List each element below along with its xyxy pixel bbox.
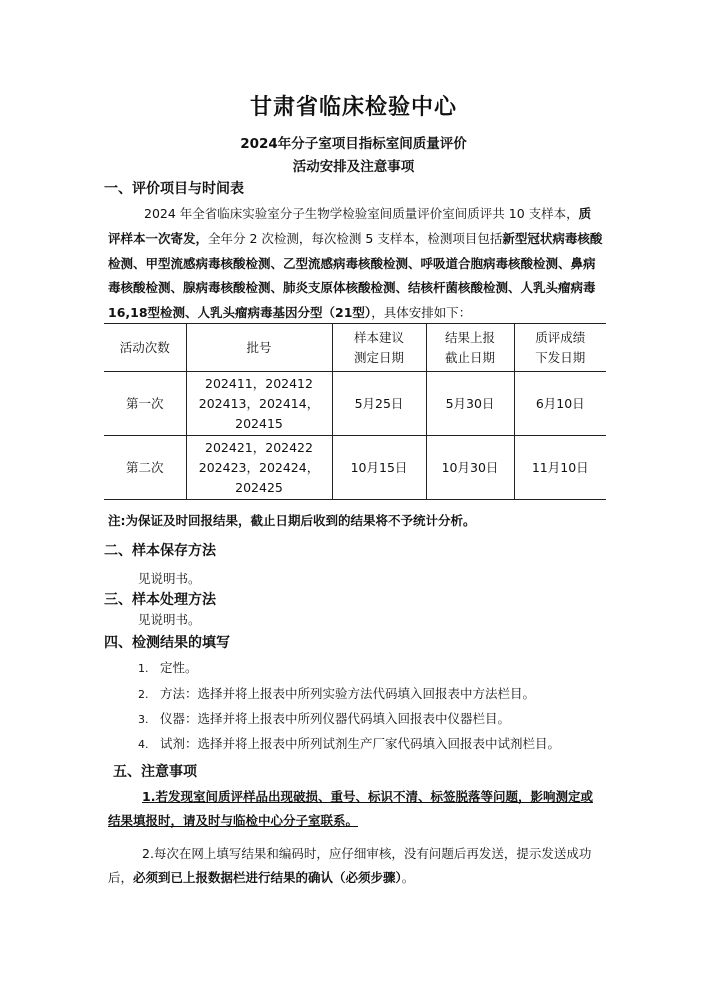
notice-item-1 — [108, 785, 598, 833]
cell-issue-date: 11月10日 — [514, 436, 606, 500]
list-item-text: 仪器：选择并将上报表中所列仪器代码填入回报表中仪器栏目。 — [160, 711, 511, 726]
schedule-table — [104, 323, 606, 500]
batch-line: 202423，202424， — [198, 459, 320, 475]
document-subtitle-2: 活动安排及注意事项 — [292, 159, 415, 175]
header-line: 结果上报 — [444, 329, 495, 345]
para-bold-text: 新型冠状病毒核酸检测、甲型流感病毒核酸检测、乙型流感病毒核酸检测、呼吸道合胞病毒核酸检测、鼻病毒核酸检测、腺病毒核酸检测、肺炎支原体核酸检测、结核杆菌核酸检测、人乳头瘤病毒16,18型检测、人乳头瘤病毒基因分型（21型） — [108, 230, 603, 321]
list-item — [138, 658, 198, 676]
para-text: ，具体安排如下： — [371, 305, 472, 321]
section-1-paragraph — [108, 202, 603, 326]
section-4-heading: 四、检测结果的填写 — [104, 635, 230, 651]
notice-item-2-bold-text: 必须到已上报数据栏进行结果的确认（必须步骤） — [133, 870, 402, 885]
section-3-heading: 三、样本处理方法 — [104, 592, 216, 608]
header-line: 下发日期 — [535, 349, 586, 365]
list-item — [138, 709, 510, 727]
para-bold-text: 质评样本一次寄发， — [108, 206, 592, 246]
notice-item-1-text: 1.若发现室间质评样品出现破损、重号、标识不清、标签脱落等问题，影响测定或结果填报时，请及时与临检中心分子室联系。 — [108, 789, 593, 828]
list-item — [138, 684, 535, 702]
batch-line: 202421，202422 — [205, 439, 313, 455]
cell-round: 第一次 — [125, 395, 164, 411]
list-item-number: 2. — [138, 688, 149, 701]
cell-deadline: 5月30日 — [426, 372, 514, 436]
table-header-row — [104, 324, 606, 372]
cell-round: 第二次 — [125, 459, 164, 475]
para-text: 全年分 2 次检测，每次检测 5 支样本，检测项目包括 — [208, 230, 503, 246]
section-3-text: 见说明书。 — [138, 612, 201, 627]
list-item — [138, 734, 560, 752]
batch-line: 202415 — [235, 415, 283, 431]
header-deadline — [426, 324, 514, 372]
section-5-heading: 五、注意事项 — [113, 764, 197, 780]
notice-item-2-end: 。 — [401, 870, 415, 885]
list-item-text: 方法：选择并将上报表中所列实验方法代码填入回报表中方法栏目。 — [160, 686, 536, 701]
batch-line: 202413，202414， — [198, 395, 320, 411]
cell-deadline: 10月30日 — [426, 436, 514, 500]
table-note: 注:为保证及时回报结果，截止日期后收到的结果将不予统计分析。 — [108, 513, 476, 528]
cell-batch — [186, 372, 332, 436]
cell-test-date: 10月15日 — [332, 436, 426, 500]
document-title: 甘肃省临床检验中心 — [249, 95, 457, 120]
header-test-date — [332, 324, 426, 372]
list-item-number: 3. — [138, 713, 149, 726]
list-item-text: 定性。 — [160, 660, 198, 675]
header-line: 测定日期 — [353, 349, 404, 365]
header-line: 质评成绩 — [535, 329, 586, 345]
para-text: 2024 年全省临床实验室分子生物学检验室间质量评价室间质评共 10 支样本， — [144, 206, 579, 221]
header-round: 活动次数 — [119, 339, 170, 355]
notice-item-2 — [108, 842, 598, 890]
header-line: 截止日期 — [444, 349, 495, 365]
section-2-heading: 二、样本保存方法 — [104, 543, 216, 559]
cell-test-date: 5月25日 — [332, 372, 426, 436]
batch-line: 202411，202412 — [205, 375, 313, 391]
header-issue-date — [514, 324, 606, 372]
table-row — [104, 436, 606, 500]
list-item-number: 4. — [138, 738, 149, 751]
header-batch: 批号 — [186, 324, 332, 372]
cell-issue-date: 6月10日 — [514, 372, 606, 436]
header-line: 样本建议 — [353, 329, 404, 345]
table-row — [104, 372, 606, 436]
cell-batch — [186, 436, 332, 500]
list-item-text: 试剂：选择并将上报表中所列试剂生产厂家代码填入回报表中试剂栏目。 — [160, 736, 561, 751]
batch-line: 202425 — [235, 479, 283, 495]
notice-item-2-text: 2.每次在网上填写结果和编码时，应仔细审核，没有问题后再发送，提示发送成功后， — [108, 846, 592, 885]
list-item-number: 1. — [138, 662, 149, 675]
section-1-heading: 一、评价项目与时间表 — [104, 181, 244, 197]
document-subtitle: 2024年分子室项目指标室间质量评价 — [240, 136, 467, 152]
section-2-text: 见说明书。 — [138, 571, 201, 586]
